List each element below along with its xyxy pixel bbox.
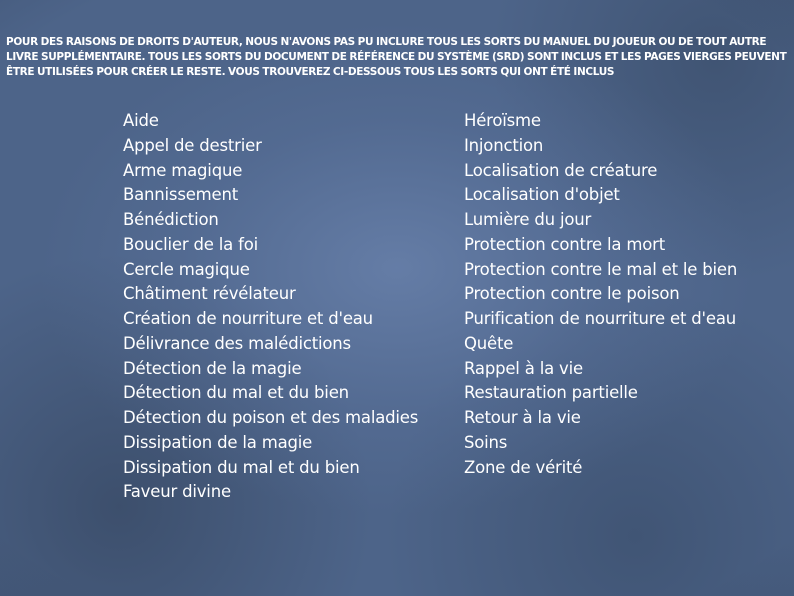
spell-item: Faveur divine [123, 482, 231, 502]
spell-item: Zone de vérité [464, 457, 583, 477]
spell-item: Bénédiction [123, 210, 219, 229]
spell-item: Localisation de créature [464, 160, 658, 180]
intro-note: POUR DES RAISONS DE DROITS D'AUTEUR, NOUS N'AVONS PAS PU INCLURE TOUS LES SORTS DU MANUEL DU JOUEUR OU DE TOUT AUTRE LIVRE SUPPLÉMENTAIRE. TOUS LES SORTS DU DOCUMENT DE RÉFÉRENCE DU SYSTÈME (SRD) SONT INCLUS ET LES PAGES VIERGES PEUVENT ÊTRE UTILISÉES POUR CRÉER LE RESTE. VOUS TROUVEREZ CI-DESSOUS TOUS LES SORTS QUI ONT ÉTÉ INCLUS [6, 36, 787, 78]
spell-item: Bannissement [123, 185, 239, 205]
spell-item: Injonction [464, 135, 544, 155]
spell-item: Quête [464, 333, 514, 353]
spell-list-right [464, 109, 784, 480]
spell-item: Détection de la magie [123, 358, 302, 378]
spell-item: Restauration partielle [464, 383, 638, 403]
spell-item: Cercle magique [123, 259, 250, 279]
spell-item: Aide [123, 111, 159, 130]
spell-item: Dissipation du mal et du bien [123, 457, 360, 477]
spell-item: Soins [464, 432, 508, 452]
spell-item: Retour à la vie [464, 408, 581, 427]
spell-item: Bouclier de la foi [123, 234, 258, 254]
spell-item: Appel de destrier [123, 135, 262, 155]
spell-item: Héroïsme [464, 111, 541, 130]
spell-item: Arme magique [123, 160, 243, 180]
spell-item: Lumière du jour [464, 210, 592, 229]
spell-item: Protection contre la mort [464, 234, 665, 254]
spell-item: Purification de nourriture et d'eau [464, 309, 736, 328]
spell-item: Protection contre le mal et le bien [464, 259, 738, 279]
spell-item: Rappel à la vie [464, 358, 583, 378]
spell-list-left [123, 109, 443, 505]
spell-item: Châtiment révélateur [123, 284, 296, 304]
spell-item: Détection du mal et du bien [123, 383, 349, 403]
spell-item: Protection contre le poison [464, 284, 680, 304]
spell-item: Création de nourriture et d'eau [123, 309, 373, 328]
spell-item: Localisation d'objet [464, 185, 620, 205]
spell-item: Dissipation de la magie [123, 432, 313, 452]
spell-item: Détection du poison et des maladies [123, 408, 419, 427]
spell-item: Délivrance des malédictions [123, 333, 351, 353]
